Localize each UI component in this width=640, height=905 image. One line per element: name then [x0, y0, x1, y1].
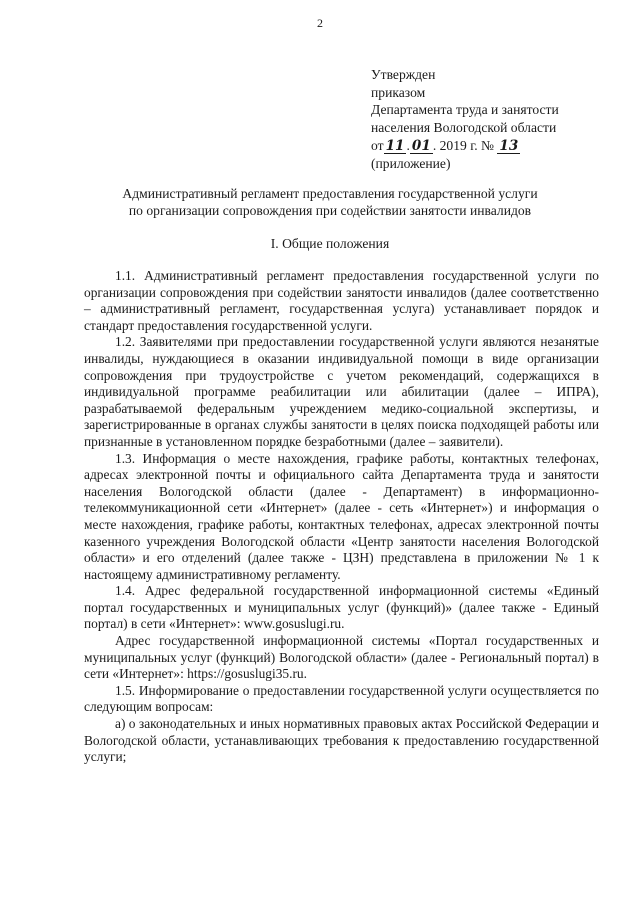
approval-block — [371, 66, 631, 172]
page-number: 2 — [317, 16, 323, 30]
date-year: . 2019 г. № — [432, 137, 495, 153]
document-title — [60, 185, 600, 219]
approval-line-department: Департамента труда и занятости — [371, 102, 559, 118]
approval-line-region: населения Вологодской области — [371, 120, 557, 136]
date-prefix: от — [371, 137, 384, 153]
paragraph-1-3: 1.3. Информация о месте нахождения, графике работы, контактных телефонах, адресах электронной почты и официального сайта Департамента труда и занятости населения Вологодской области (далее - Департамент) в информационно-телекоммуникационной сети «Интернет» (далее - сеть «Интернет») и информация о месте нахождения, графике работы, контактных телефонах, адресах электронной почты казенного учреждения Вологодской области «Центр занятости населения Вологодской области» и его отделений (далее также - ЦЗН) представлена в приложении № 1 к настоящему административному регламенту. — [84, 450, 599, 582]
approval-line-approved: Утвержден — [371, 67, 436, 82]
approval-line-date — [371, 137, 631, 155]
handwritten-day: 11 — [385, 137, 405, 154]
document-title-line-1: Административный регламент предоставления государственной услуги — [122, 186, 538, 201]
handwritten-month: 01 — [411, 137, 431, 154]
paragraph-1-1: 1.1. Административный регламент предоставления государственной услуги по организации сопровождения при содействии занятости инвалидов (далее соответственно – административный регламент, государственная услуга) устанавливает порядок и стандарт предоставления государственной услуги. — [84, 268, 599, 333]
paragraph-1-4: 1.4. Адрес федеральной государственной информационной системы «Единый портал государственных и муниципальных услуг (функций)» (далее также - Единый портал) в сети «Интернет»: www.gosuslugi.ru. — [84, 583, 599, 632]
paragraph-1-5: 1.5. Информирование о предоставлении государственной услуги осуществляется по следующим вопросам: — [84, 682, 599, 715]
handwritten-doc-number: 13 — [499, 137, 519, 154]
paragraph-regional-portal: Адрес государственной информационной системы «Портал государственных и муниципальных услуг (функций) Вологодской области» (далее - Региональный портал) в сети «Интернет»: https://gosuslugi35.ru. — [84, 633, 599, 682]
document-body — [84, 268, 599, 766]
section-heading: I. Общие положения — [270, 236, 390, 251]
document-title-line-2: по организации сопровождения при содействии занятости инвалидов — [128, 203, 532, 218]
approval-line-order: приказом — [371, 84, 426, 100]
approval-line-appendix: (приложение) — [371, 155, 451, 171]
date-separator: . — [406, 137, 410, 153]
paragraph-1-5-a: а) о законодательных и иных нормативных правовых актах Российской Федерации и Вологодской области, устанавливающих требования к предоставлению государственной услуги; — [84, 716, 599, 765]
paragraph-1-2: 1.2. Заявителями при предоставлении государственной услуги являются незанятые инвалиды, нуждающиеся в оказании индивидуальной помощи в виде организации сопровождения при трудоустройстве с учетом рекомендаций, содержащихся в индивидуальной программе реабилитации или абилитации (далее – ИПРА), разрабатываемой федеральным учреждением медико-социальной экспертизы, и зарегистрированные в органах службы занятости в целях поиска подходящей работы или признанные в установленном порядке безработными (далее – заявители). — [84, 334, 599, 449]
